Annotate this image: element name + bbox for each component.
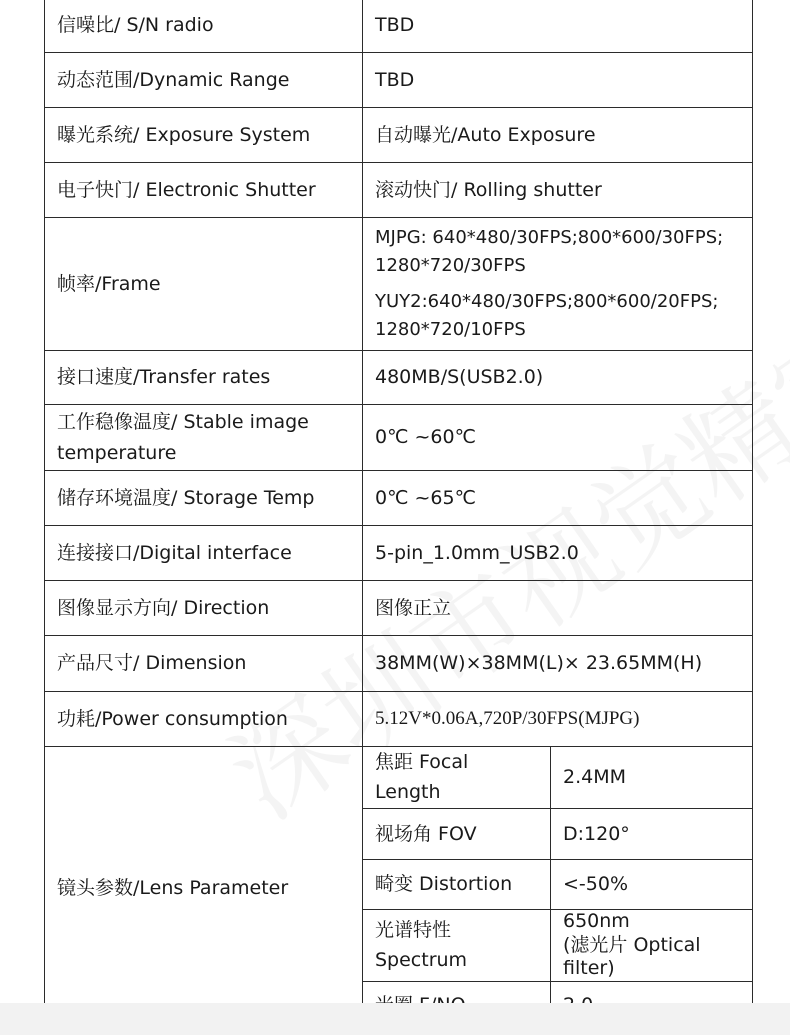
lens-param-name: 焦距 Focal Length: [363, 747, 551, 809]
row-label: 曝光系统/ Exposure System: [45, 108, 363, 163]
table-row: [45, 218, 753, 351]
mjpg-line: 1280*720/30FPS: [375, 255, 526, 277]
spec-table: [44, 0, 753, 1030]
row-label: 储存环境温度/ Storage Temp: [45, 471, 363, 526]
row-value: 0℃ ~60℃: [363, 405, 753, 471]
table-row: [45, 405, 753, 471]
row-value: 480MB/S(USB2.0): [363, 351, 753, 405]
lens-param-name: 光谱特性 Spectrum: [363, 909, 551, 981]
row-value: 5.12V*0.06A,720P/30FPS(MJPG): [363, 692, 753, 747]
row-value: 自动曝光/Auto Exposure: [363, 108, 753, 163]
lens-param-value: [551, 909, 753, 981]
table-row: [45, 581, 753, 636]
row-label-line: temperature: [57, 441, 177, 464]
row-label: 信噪比/ S/N radio: [45, 0, 363, 53]
table-row: [45, 163, 753, 218]
lens-param-value: <-50%: [551, 859, 753, 909]
row-value: TBD: [363, 0, 753, 53]
yuy2-block: [375, 286, 740, 350]
table-row: [45, 471, 753, 526]
page-bottom-band: [0, 1003, 790, 1035]
row-value: TBD: [363, 53, 753, 108]
row-label: 产品尺寸/ Dimension: [45, 636, 363, 692]
yuy2-line: YUY2:640*480/30FPS;800*600/20FPS;: [375, 291, 719, 312]
row-label-line: 工作稳像温度/ Stable image: [57, 411, 309, 434]
row-value: 5-pin_1.0mm_USB2.0: [363, 526, 753, 581]
row-value: 滚动快门/ Rolling shutter: [363, 163, 753, 218]
row-label: 连接接口/Digital interface: [45, 526, 363, 581]
lens-param-name: 畸变 Distortion: [363, 859, 551, 909]
frame-values: [363, 218, 753, 351]
row-label: 电子快门/ Electronic Shutter: [45, 163, 363, 218]
row-value: 图像正立: [363, 581, 753, 636]
row-label: 动态范围/Dynamic Range: [45, 53, 363, 108]
row-label: 图像显示方向/ Direction: [45, 581, 363, 636]
mjpg-block: [375, 218, 740, 286]
lens-param-value: D:120°: [551, 808, 753, 859]
lens-param-value: 2.4MM: [551, 747, 753, 809]
lens-value-line: 650nm: [563, 909, 630, 932]
row-label: 功耗/Power consumption: [45, 692, 363, 747]
table-row: [45, 526, 753, 581]
row-value: 0℃ ~65℃: [363, 471, 753, 526]
table-row: [45, 351, 753, 405]
table-row: [45, 692, 753, 747]
table-row: [45, 0, 753, 53]
row-label: 帧率/Frame: [45, 218, 363, 351]
mjpg-line: MJPG: 640*480/30FPS;800*600/30FPS;: [375, 227, 724, 249]
table-row: [45, 108, 753, 163]
lens-row: [45, 747, 753, 809]
row-label: 接口速度/Transfer rates: [45, 351, 363, 405]
lens-label: 镜头参数/Lens Parameter: [45, 747, 363, 1030]
row-label: [45, 405, 363, 471]
lens-param-name: 视场角 FOV: [363, 808, 551, 859]
lens-value-line: (滤光片 Optical filter): [563, 933, 701, 980]
yuy2-line: 1280*720/10FPS: [375, 318, 526, 340]
table-row: [45, 53, 753, 108]
table-row: [45, 636, 753, 692]
row-value: 38MM(W)×38MM(L)× 23.65MM(H): [363, 636, 753, 692]
